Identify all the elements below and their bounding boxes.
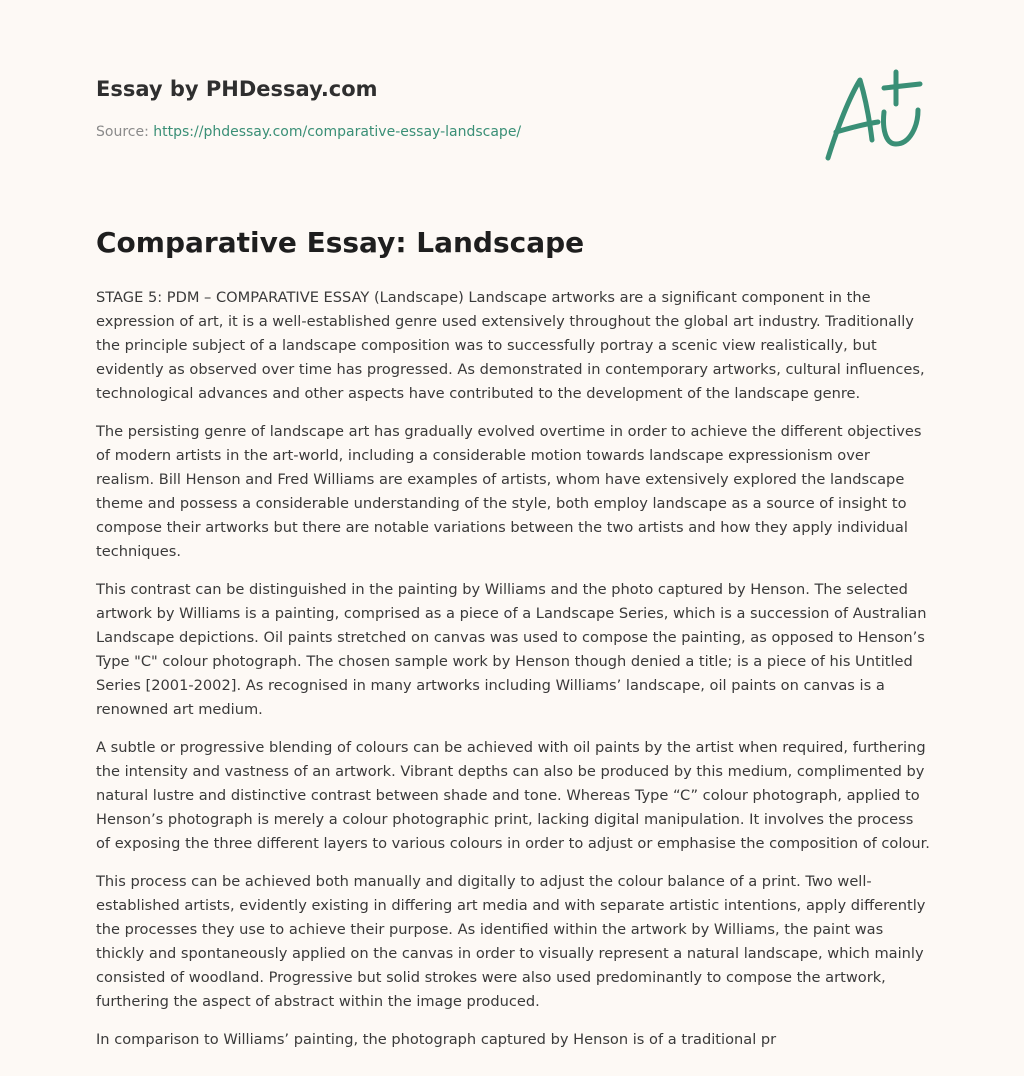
article-title: Comparative Essay: Landscape (96, 226, 585, 259)
paragraph: A subtle or progressive blending of colours can be achieved with oil paints by the artist when required, furthering the intensity and vastness of an artwork. Vibrant depths can also be produced by this medium, complimented by natural lustre and distinctive contrast between shade and tone. Whereas Type “C” colour photograph, applied to Henson’s photograph is merely a colour photographic print, lacking digital manipulation. It involves the process of exposing the three different layers to various colours in order to adjust or emphasise the composition of colour. (96, 739, 930, 852)
source-label: Source: (96, 124, 149, 140)
site-brand: Essay by PHDessay.com (96, 77, 378, 101)
source-line (96, 124, 521, 140)
a-plus-logo-icon (822, 66, 930, 166)
paragraph: This process can be achieved both manually and digitally to adjust the colour balance of a print. Two well-established artists, evidently existing in differing art media and with separate artistic intentions, apply differently the processes they use to achieve their purpose. As identified within the artwork by Williams, the paint was thickly and spontaneously applied on the canvas in order to visually represent a natural landscape, which mainly consisted of woodland. Progressive but solid strokes were also used predominantly to compose the artwork, furthering the aspect of abstract within the image produced. (96, 873, 926, 1010)
paragraph: STAGE 5: PDM – COMPARATIVE ESSAY (Landscape) Landscape artworks are a significant component in the expression of art, it is a well-established genre used extensively throughout the global art industry. Traditionally the principle subject of a landscape composition was to successfully portray a scenic view realistically, but evidently as observed over time has progressed. As demonstrated in contemporary artworks, cultural influences, technological advances and other aspects have contributed to the development of the landscape genre. (96, 289, 925, 402)
source-link[interactable]: https://phdessay.com/comparative-essay-landscape/ (153, 124, 522, 140)
paragraph: The persisting genre of landscape art has gradually evolved overtime in order to achieve the different objectives of modern artists in the art-world, including a considerable motion towards landscape expressionism over realism. Bill Henson and Fred Williams are examples of artists, whom have extensively explored the landscape theme and possess a considerable understanding of the style, both employ landscape as a source of insight to compose their artworks but there are notable variations between the two artists and how they apply individual techniques. (96, 423, 922, 560)
paragraph: This contrast can be distinguished in the painting by Williams and the photo captured by Henson. The selected artwork by Williams is a painting, comprised as a piece of a Landscape Series, which is a succession of Australian Landscape depictions. Oil paints stretched on canvas was used to compose the painting, as opposed to Henson’s Type "C" colour photograph. The chosen sample work by Henson though denied a title; is a piece of his Untitled Series [2001-2002]. As recognised in many artworks including Williams’ landscape, oil paints on canvas is a renowned art medium. (96, 581, 927, 718)
paragraph: In comparison to Williams’ painting, the photograph captured by Henson is of a traditional pr (96, 1031, 777, 1048)
article-body (96, 286, 930, 1066)
